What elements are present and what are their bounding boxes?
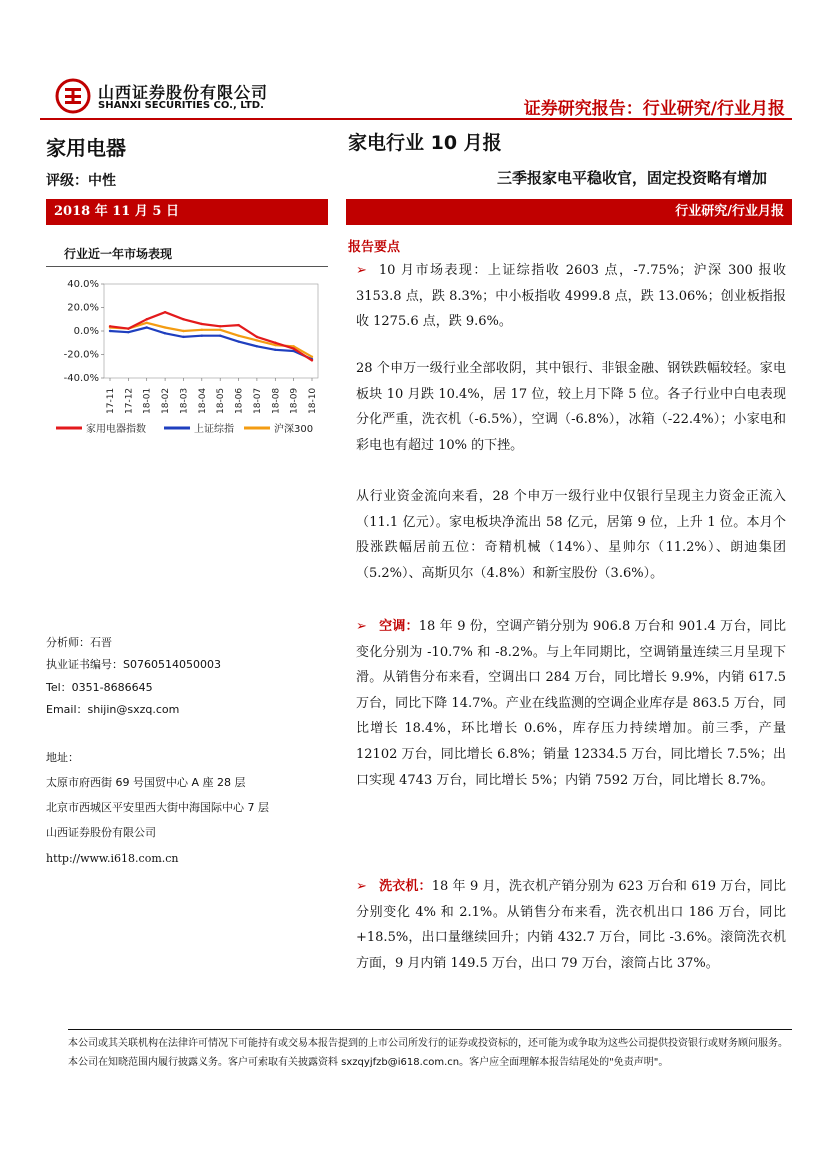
data-point bbox=[182, 318, 184, 320]
paragraph-air-conditioner bbox=[356, 614, 786, 793]
legend-label: 家用电器指数 bbox=[86, 424, 146, 435]
data-point bbox=[311, 359, 313, 361]
report-subtitle: 三季报家电平稳收官，固定投资略有增加 bbox=[496, 169, 767, 187]
data-point bbox=[146, 318, 148, 320]
certificate-number: 执业证书编号：S0760514050003 bbox=[46, 658, 221, 671]
y-tick-label: 40.0% bbox=[67, 279, 99, 290]
address-beijing: 北京市西城区平安里西大街中海国际中心 7 层 bbox=[46, 801, 269, 814]
key-points-heading: 报告要点 bbox=[348, 240, 401, 255]
legend-label: 上证综指 bbox=[194, 424, 234, 435]
date-bar: 2018 年 11 月 5 日 bbox=[46, 199, 328, 225]
company-logo-icon bbox=[55, 78, 91, 114]
data-point bbox=[164, 326, 166, 328]
data-point bbox=[182, 330, 184, 332]
x-tick-label: 18-10 bbox=[308, 387, 318, 414]
address-company: 山西证券股份有限公司 bbox=[46, 826, 156, 839]
data-point bbox=[219, 325, 221, 327]
air-conditioner-label: 空调： bbox=[378, 619, 419, 634]
x-tick-label: 18-09 bbox=[289, 387, 300, 414]
x-tick-label: 18-05 bbox=[216, 387, 227, 414]
analyst-phone: Tel：0351-8686645 bbox=[46, 681, 153, 694]
x-tick-label: 17-12 bbox=[124, 387, 135, 414]
data-point bbox=[256, 339, 258, 341]
data-point bbox=[219, 329, 221, 331]
y-tick-label: -40.0% bbox=[63, 373, 99, 384]
report-title: 家电行业 10 月报 bbox=[348, 132, 502, 154]
paragraph-market bbox=[356, 258, 786, 335]
chart-series-lines bbox=[109, 311, 313, 362]
x-tick-label: 17-11 bbox=[106, 387, 116, 414]
header-divider bbox=[40, 118, 792, 120]
data-point bbox=[164, 311, 166, 313]
series-line-2 bbox=[110, 323, 312, 357]
category-bar: 行业研究/行业月报 bbox=[346, 199, 792, 225]
chart-title: 行业近一年市场表现 bbox=[64, 247, 173, 261]
market-performance-chart bbox=[46, 266, 328, 441]
data-point bbox=[146, 326, 148, 328]
industry-name: 家用电器 bbox=[46, 136, 126, 160]
data-point bbox=[182, 336, 184, 338]
data-point bbox=[109, 325, 111, 327]
bullet-icon: ➢ bbox=[356, 619, 367, 634]
x-tick-label: 18-01 bbox=[142, 387, 153, 414]
analyst-email: Email：shijin@sxzq.com bbox=[46, 703, 180, 716]
data-point bbox=[109, 330, 111, 332]
data-point bbox=[201, 323, 203, 325]
washing-machine-label: 洗衣机： bbox=[378, 879, 432, 894]
address-taiyuan: 太原市府西街 69 号国贸中心 A 座 28 层 bbox=[46, 776, 246, 789]
data-point bbox=[274, 349, 276, 351]
x-tick-label: 18-08 bbox=[271, 387, 282, 414]
data-point bbox=[146, 322, 148, 324]
data-point bbox=[127, 331, 129, 333]
data-point bbox=[237, 335, 239, 337]
x-tick-label: 18-02 bbox=[161, 387, 172, 414]
data-point bbox=[201, 329, 203, 331]
footer-divider bbox=[68, 1029, 792, 1030]
data-point bbox=[292, 345, 294, 347]
y-tick-label: 20.0% bbox=[67, 302, 99, 314]
x-tick-label: 18-03 bbox=[179, 387, 190, 414]
paragraph-industry: 28 个申万一级行业全部收阴，其中银行、非银金融、钢铁跌幅较轻。家电板块 10 月跌 10.4%，居 17 位，较上月下降 5 位。各子行业中白电表现分化严重，洗衣机（-6.5%），空调（-6.8%），冰箱（-22.4%）；小家电和彩电也有超过 10% 的下挫。 bbox=[356, 361, 786, 453]
report-type-header: 证券研究报告：行业研究/行业月报 bbox=[523, 99, 785, 119]
series-line-1 bbox=[110, 328, 312, 360]
footer-disclaimer: 本公司或其关联机构在法律许可情况下可能持有或交易本报告提到的上市公司所发行的证券或投资标的，还可能为或争取为这些公司提供投资银行或财务顾问服务。本公司在知晓范围内履行披露义务。客户可索取有关披露资料 sxzqyjfzb@i618.com.cn。客户应全面理解本报告结尾处的"免责声明"。 bbox=[68, 1038, 788, 1068]
data-point bbox=[274, 344, 276, 346]
data-point bbox=[201, 335, 203, 337]
y-tick-label: 0.0% bbox=[73, 326, 99, 337]
company-name-cn: 山西证券股份有限公司 bbox=[98, 83, 269, 102]
data-point bbox=[164, 332, 166, 334]
legend-label: 沪深300 bbox=[274, 424, 314, 435]
analyst-name: 分析师：石晋 bbox=[46, 636, 112, 649]
data-point bbox=[237, 340, 239, 342]
bullet-icon: ➢ bbox=[356, 263, 367, 278]
paragraph-market-text: 10 月市场表现：上证综指收 2603 点，-7.75%；沪深 300 报收 3153.8 点，跌 8.3%；中小板指收 4999.8 点，跌 13.06%；创业板指报收 1275.6 点，跌 9.6%。 bbox=[356, 263, 786, 330]
data-point bbox=[256, 336, 258, 338]
data-point bbox=[219, 335, 221, 337]
company-name-en: SHANXI SECURITIES CO., LTD. bbox=[98, 100, 264, 111]
x-tick-label: 18-07 bbox=[252, 387, 263, 414]
air-conditioner-text: 18 年 9 份，空调产销分别为 906.8 万台和 901.4 万台，同比变化分别为 -10.7% 和 -8.2%。与上年同期比，空调销量连续三月呈现下滑。从销售分布来看，空调出口 284 万台，同比增长 9.9%，内销 617.5 万台，同比下降 14.7%。产业在线监测的空调企业库存是 863.5 万台，同比增长 18.4%，环比增长 0.6%，库存压力持续增加。前三季，产量 12102 万台，同比增长 6.8%；销量 12334.5 万台，同比增长 7.5%；出口实现 4743 万台，同比增长 5%；内销 7592 万台，同比增长 8.7%。 bbox=[356, 619, 786, 788]
rating: 评级：中性 bbox=[46, 173, 116, 189]
x-tick-label: 18-06 bbox=[234, 387, 245, 414]
data-point bbox=[256, 345, 258, 347]
company-website-link[interactable]: http://www.i618.com.cn bbox=[46, 852, 179, 865]
address-label: 地址： bbox=[46, 751, 79, 764]
y-tick-label: -20.0% bbox=[63, 349, 99, 361]
bullet-icon: ➢ bbox=[356, 879, 367, 894]
data-point bbox=[237, 324, 239, 326]
paragraph-capital-flow: 从行业资金流向来看，28 个申万一级行业中仅银行呈现主力资金正流入（11.1 亿元）。家电板块净流出 58 亿元，居第 9 位，上升 1 位。本月个股涨跌幅居前五位：奇精机械（14%）、星帅尔（11.2%）、朗迪集团（5.2%）、高斯贝尔（4.8%）和新宝股份（3.6%）。 bbox=[356, 489, 786, 581]
washing-machine-text: 18 年 9 月，洗衣机产销分别为 623 万台和 619 万台，同比分别变化 4% 和 2.1%。从销售分布来看，洗衣机出口 186 万台，同比 +18.5%，出口量继续回升；内销 432.7 万台，同比 -3.6%。滚筒洗衣机方面，9 月内销 149.5 万台，出口 79 万台，滚筒占比 37%。 bbox=[356, 879, 786, 971]
data-point bbox=[292, 347, 294, 349]
data-point bbox=[127, 327, 129, 329]
data-point bbox=[274, 342, 276, 344]
x-tick-label: 18-04 bbox=[197, 387, 208, 414]
paragraph-washing-machine bbox=[356, 874, 786, 976]
chart-legend bbox=[56, 422, 313, 435]
